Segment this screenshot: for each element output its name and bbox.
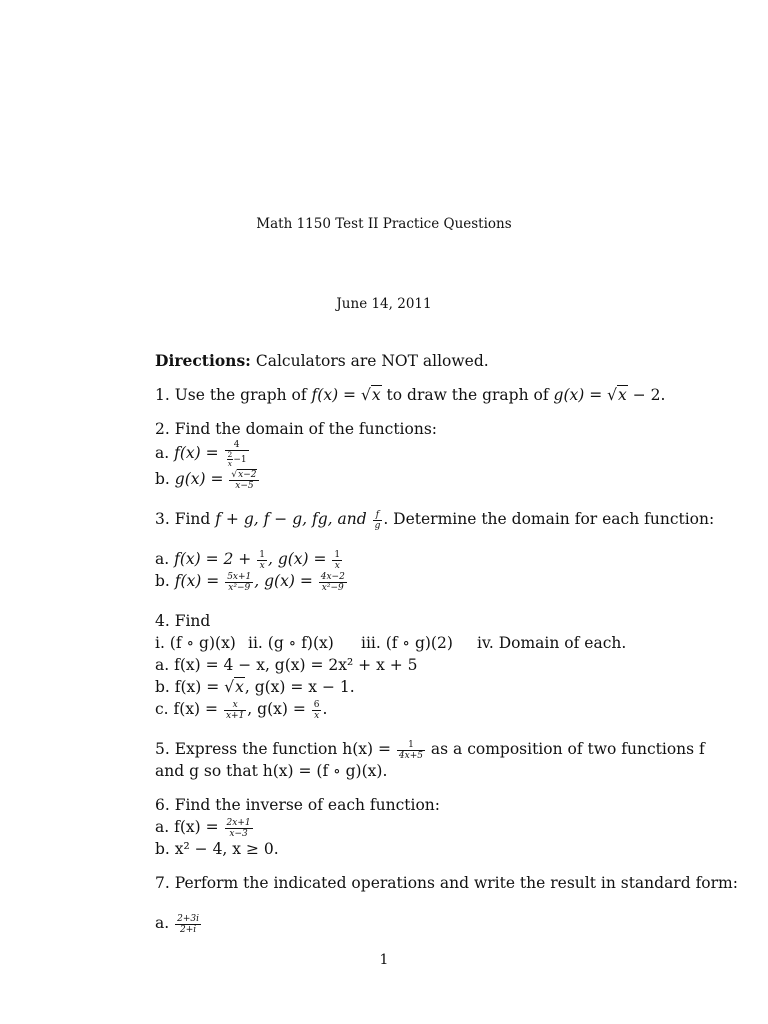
question-2: 2. Find the domain of the functions:	[155, 420, 437, 438]
fraction-numerator: 2x+1	[226, 817, 251, 828]
fraction	[257, 550, 267, 571]
fraction-numerator: 1	[334, 549, 341, 560]
fraction-numerator	[229, 470, 259, 481]
question-6a	[155, 816, 645, 838]
radicand: x	[235, 678, 244, 696]
fraction	[373, 510, 383, 531]
fraction-denominator: x−5	[235, 480, 254, 491]
q3b-f: f(x) =	[174, 572, 225, 590]
q3a-label: a.	[155, 550, 175, 568]
question-4: 4. Find	[155, 612, 211, 630]
fraction-denominator: g	[374, 520, 381, 531]
fraction-numerator: 5x+1	[227, 571, 252, 582]
fraction-numerator: 4	[225, 440, 249, 451]
q2a-label: a.	[155, 444, 175, 462]
fraction-numerator: f	[373, 510, 383, 521]
q2b-lhs: g(x) =	[174, 470, 229, 488]
fraction-denominator: 4x+5	[398, 750, 423, 761]
question-2b	[155, 468, 645, 490]
q4b-post: , g(x) = x − 1.	[244, 678, 355, 696]
radicand: x−2	[238, 469, 257, 480]
document-title: Math 1150 Test II Practice Questions	[256, 216, 512, 232]
question-7a	[155, 912, 645, 934]
q4c-pre: c. f(x) =	[155, 700, 223, 718]
q3b-label: b.	[155, 572, 175, 590]
q1-prefix: 1. Use the graph of	[155, 386, 312, 404]
fraction-numerator: x	[224, 700, 246, 711]
q1-f-lhs: f(x) =	[311, 386, 361, 404]
q3-prefix: 3. Find	[155, 510, 216, 528]
sqrt-symbol: √x	[360, 386, 381, 404]
q1-g-radicand: x	[618, 386, 627, 404]
q7a-label: a.	[155, 914, 175, 932]
fraction-numerator: 2+3i	[177, 913, 199, 924]
fraction	[332, 550, 342, 571]
question-5	[155, 738, 705, 761]
inner-numerator: 2	[227, 450, 233, 459]
fraction-numerator: 1	[259, 549, 265, 560]
sqrt-symbol: √x	[224, 678, 244, 696]
q2a-lhs: f(x) =	[174, 444, 224, 462]
fraction	[229, 470, 259, 491]
fraction-denominator	[225, 451, 249, 468]
fraction-denominator: x²−9	[228, 582, 251, 593]
question-3b	[155, 570, 645, 592]
directions	[155, 350, 645, 372]
q3-operations: f + g, f − g, fg, and	[215, 510, 372, 528]
sqrt-symbol: √x	[607, 386, 627, 404]
q4-part-ii: ii. (g ∘ f)(x)	[248, 634, 334, 652]
fraction-denominator: x	[259, 560, 265, 571]
fraction-denominator: x+1	[225, 710, 245, 721]
q4b-pre: b. f(x) =	[155, 678, 225, 696]
question-4-parts	[155, 632, 645, 654]
inner-denominator: x	[227, 459, 233, 468]
fraction-denominator: x	[334, 560, 340, 571]
q2b-label: b.	[155, 470, 175, 488]
document-date: June 14, 2011	[336, 296, 432, 312]
denominator-tail: −1	[233, 455, 247, 465]
q4c-mid: , g(x) =	[247, 700, 311, 718]
directions-label: Directions:	[155, 351, 251, 370]
fraction-numerator: 4x−2	[320, 571, 345, 582]
directions-text: Calculators are NOT allowed.	[255, 352, 489, 370]
fraction	[225, 818, 253, 839]
question-1	[155, 384, 666, 406]
page-number: 1	[379, 952, 389, 968]
q4-part-iii: iii. (f ∘ g)(2)	[361, 634, 453, 652]
question-list	[155, 350, 738, 935]
q3b-g: , g(x) =	[254, 572, 318, 590]
fraction-numerator: 6	[313, 699, 320, 710]
question-4b	[155, 676, 645, 698]
fraction	[319, 572, 347, 593]
q1-middle: to draw the graph of	[381, 386, 554, 404]
fraction-denominator: x²−9	[321, 582, 344, 593]
fraction-denominator: x	[314, 710, 320, 721]
question-2a	[155, 440, 645, 468]
question-7: 7. Perform the indicated operations and write the result in standard form:	[155, 874, 738, 892]
fraction	[225, 440, 249, 468]
q1-g-lhs: g(x) =	[553, 386, 608, 404]
q4-part-iv: iv. Domain of each.	[477, 634, 627, 652]
question-3	[155, 508, 715, 531]
fraction	[397, 740, 425, 761]
question-3a	[155, 548, 645, 570]
fraction	[225, 572, 253, 593]
fraction	[224, 700, 246, 721]
q3-suffix: . Determine the domain for each function:	[383, 510, 715, 528]
question-4c	[155, 698, 645, 720]
q5-pre: 5. Express the function h(x) =	[155, 740, 396, 758]
q1-g-tail: − 2.	[627, 386, 666, 404]
question-6: 6. Find the inverse of each function:	[155, 796, 441, 814]
q6a-pre: a. f(x) =	[155, 818, 224, 836]
question-6b: b. x² − 4, x ≥ 0.	[155, 840, 279, 858]
question-5-line2: and g so that h(x) = (f ∘ g)(x).	[155, 762, 388, 780]
q4-part-i: i. (f ∘ g)(x)	[155, 634, 236, 652]
q3a-g: , g(x) =	[267, 550, 332, 568]
q5-post: as a composition of two functions f	[425, 740, 705, 758]
sqrt-symbol: √x−2	[231, 469, 257, 480]
fraction-numerator: 1	[397, 740, 425, 751]
q1-f-radicand: x	[371, 386, 381, 404]
fraction	[312, 700, 322, 721]
fraction-denominator: 2+i	[179, 924, 197, 935]
question-4a: a. f(x) = 4 − x, g(x) = 2x² + x + 5	[155, 656, 418, 674]
q3a-f: f(x) = 2 +	[174, 550, 257, 568]
fraction-denominator: x−3	[229, 828, 248, 839]
fraction	[175, 914, 201, 935]
q4c-post: .	[322, 700, 328, 718]
